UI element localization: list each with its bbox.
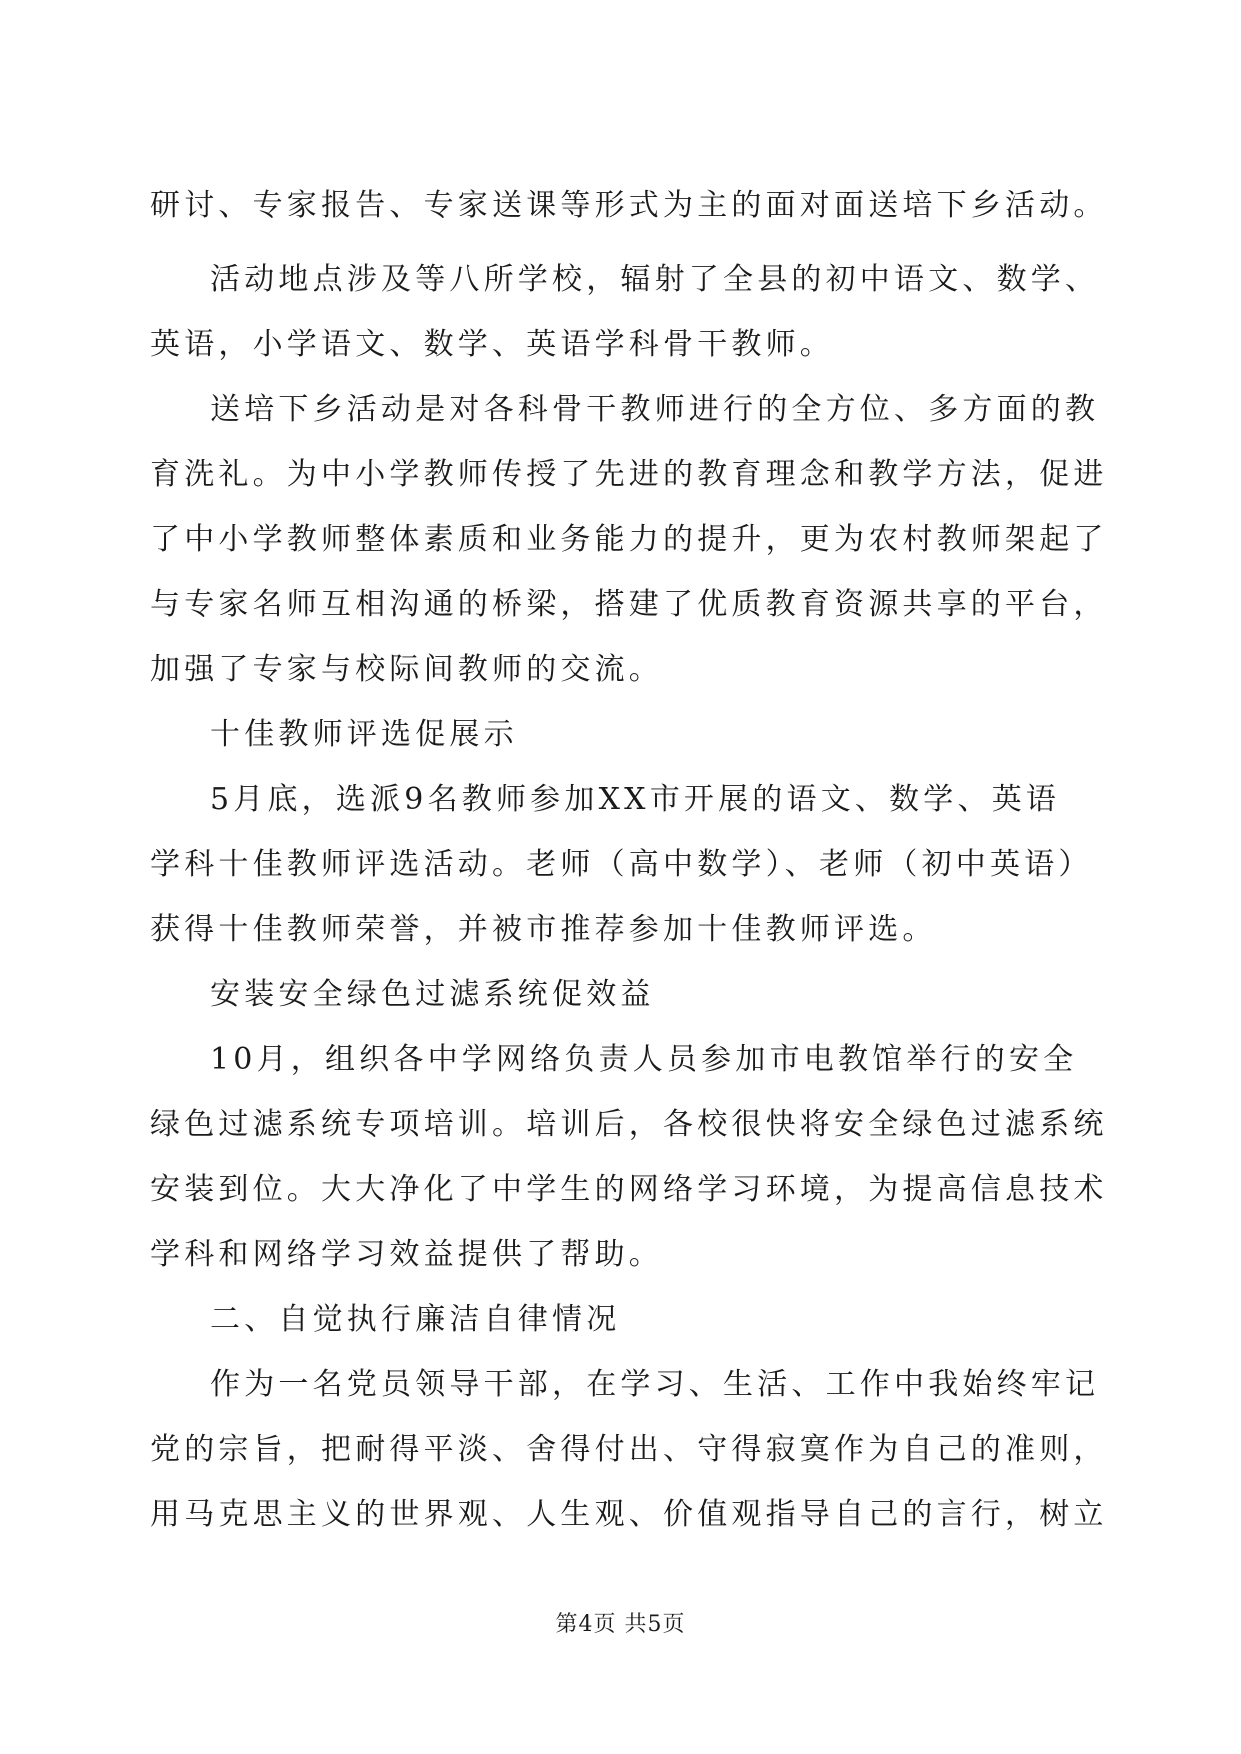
text-line: 作为一名党员领导干部，在学习、生活、工作中我始终牢记 <box>210 1367 1100 1402</box>
text-line: 了中小学教师整体素质和业务能力的提升，更为农村教师架起了 <box>150 522 1108 557</box>
text-line: 绿色过滤系统专项培训。培训后，各校很快将安全绿色过滤系统 <box>150 1107 1108 1142</box>
text-line: 5月底，选派9名教师参加XX市开展的语文、数学、英语 <box>210 782 1061 817</box>
text-line: 安装到位。大大净化了中学生的网络学习环境，为提高信息技术 <box>150 1172 1108 1207</box>
section-heading: 十佳教师评选促展示 <box>210 717 518 752</box>
text-line: 与专家名师互相沟通的桥梁，搭建了优质教育资源共享的平台， <box>150 587 1108 622</box>
section-heading: 安装安全绿色过滤系统促效益 <box>210 977 655 1012</box>
text-line: 研讨、专家报告、专家送课等形式为主的面对面送培下乡活动。 <box>150 188 1108 223</box>
section-heading: 二、自觉执行廉洁自律情况 <box>210 1302 621 1337</box>
text-line: 育洗礼。为中小学教师传授了先进的教育理念和教学方法，促进 <box>150 457 1108 492</box>
text-line: 用马克思主义的世界观、人生观、价值观指导自己的言行，树立 <box>150 1497 1108 1532</box>
text-line: 10月，组织各中学网络负责人员参加市电教馆举行的安全 <box>210 1042 1078 1077</box>
text-line: 获得十佳教师荣誉，并被市推荐参加十佳教师评选。 <box>150 912 937 947</box>
text-line: 活动地点涉及等八所学校，辐射了全县的初中语文、数学、 <box>210 262 1100 297</box>
text-line: 英语，小学语文、数学、英语学科骨干教师。 <box>150 327 834 362</box>
text-line: 学科和网络学习效益提供了帮助。 <box>150 1237 663 1272</box>
text-line: 学科十佳教师评选活动。老师（高中数学）、老师（初中英语） <box>150 847 1093 882</box>
text-line: 送培下乡活动是对各科骨干教师进行的全方位、多方面的教 <box>210 392 1100 427</box>
text-line: 加强了专家与校际间教师的交流。 <box>150 652 663 687</box>
page-number-footer: 第4页 共5页 <box>555 1612 686 1637</box>
text-line: 党的宗旨，把耐得平淡、舍得付出、守得寂寞作为自己的准则， <box>150 1432 1108 1467</box>
